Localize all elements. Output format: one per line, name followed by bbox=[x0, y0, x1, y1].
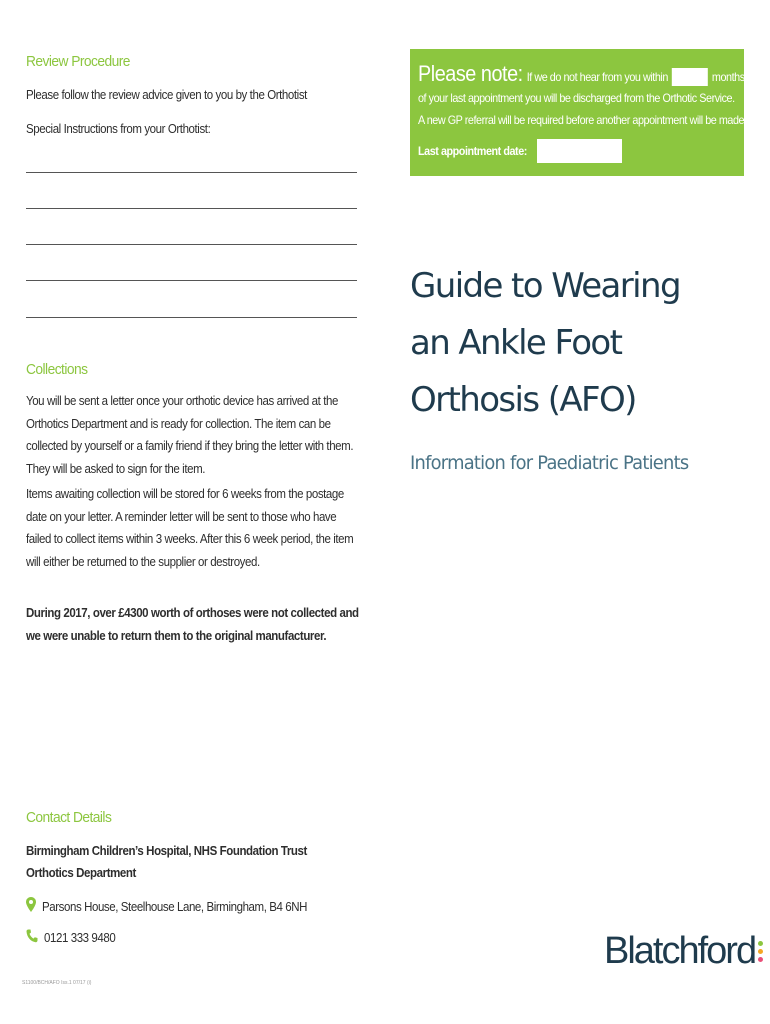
document-reference-code: S1100/BCH/AFO Iss.1 07/17 (i) bbox=[22, 980, 92, 986]
last-appointment-date-input[interactable] bbox=[537, 139, 622, 163]
contact-heading: Contact Details bbox=[26, 809, 112, 826]
contact-address: Parsons House, Steelhouse Lane, Birmingham, B4 6NH bbox=[42, 900, 308, 914]
logo-wordmark: Blatchford bbox=[604, 930, 756, 972]
collections-heading: Collections bbox=[26, 361, 88, 378]
title-line-2: an Ankle Foot bbox=[410, 323, 622, 363]
note-first-line bbox=[418, 61, 745, 87]
logo-dot-pink bbox=[758, 957, 763, 962]
last-appointment-row bbox=[418, 139, 622, 163]
blatchford-logo bbox=[604, 930, 763, 973]
please-note-box bbox=[410, 49, 747, 176]
contact-phone: 0121 333 9480 bbox=[44, 931, 116, 945]
review-instruction: Please follow the review advice given to you by the Orthotist bbox=[26, 88, 307, 102]
note-text-b: months bbox=[711, 70, 745, 84]
map-pin-icon bbox=[26, 897, 36, 917]
document-title bbox=[410, 258, 750, 429]
collections-paragraph-2: Items awaiting collection will be stored for 6 weeks from the postage date on your letter. A reminder letter will be sent to those who have failed to collect items within 3 weeks. After this 6 week period, the item will either be returned to the supplier or destroyed. bbox=[26, 487, 354, 569]
logo-dots bbox=[758, 941, 763, 962]
note-text-c: of your last appointment you will be discharged from the Orthotic Service. bbox=[418, 91, 735, 105]
contact-organisation: Birmingham Children’s Hospital, NHS Foundation Trust bbox=[26, 844, 307, 858]
collections-paragraph-1: You will be sent a letter once your orthotic device has arrived at the Orthotics Department and is ready for collection. The item can be collected by yourself or a family friend if they bring the letter with them. They will be asked to sign for the item. bbox=[26, 394, 354, 476]
instruction-line-5[interactable] bbox=[26, 317, 357, 318]
instruction-line-2[interactable] bbox=[26, 208, 357, 209]
special-instructions-label: Special Instructions from your Orthotist: bbox=[26, 122, 211, 136]
months-input[interactable] bbox=[672, 68, 708, 86]
note-title: Please note: bbox=[418, 61, 523, 86]
logo-dot-orange bbox=[758, 949, 763, 954]
collections-warning: During 2017, over £4300 worth of orthoses were not collected and we were unable to return them to the original manufacturer. bbox=[26, 606, 359, 643]
document-subtitle: Information for Paediatric Patients bbox=[410, 452, 689, 474]
note-text-d: A new GP referral will be required before another appointment will be made. bbox=[418, 113, 747, 127]
note-text-a: If we do not hear from you within bbox=[526, 70, 668, 84]
logo-dot-green bbox=[758, 941, 763, 946]
title-line-1: Guide to Wearing bbox=[410, 266, 680, 306]
instruction-line-1[interactable] bbox=[26, 172, 357, 173]
review-heading: Review Procedure bbox=[26, 53, 130, 70]
contact-phone-row bbox=[26, 927, 122, 950]
contact-address-row bbox=[26, 896, 330, 919]
instruction-line-3[interactable] bbox=[26, 244, 357, 245]
phone-icon bbox=[26, 929, 38, 948]
last-appointment-label: Last appointment date: bbox=[418, 144, 527, 159]
title-line-3: Orthosis (AFO) bbox=[410, 380, 636, 420]
instruction-line-4[interactable] bbox=[26, 280, 357, 281]
contact-department: Orthotics Department bbox=[26, 866, 136, 880]
